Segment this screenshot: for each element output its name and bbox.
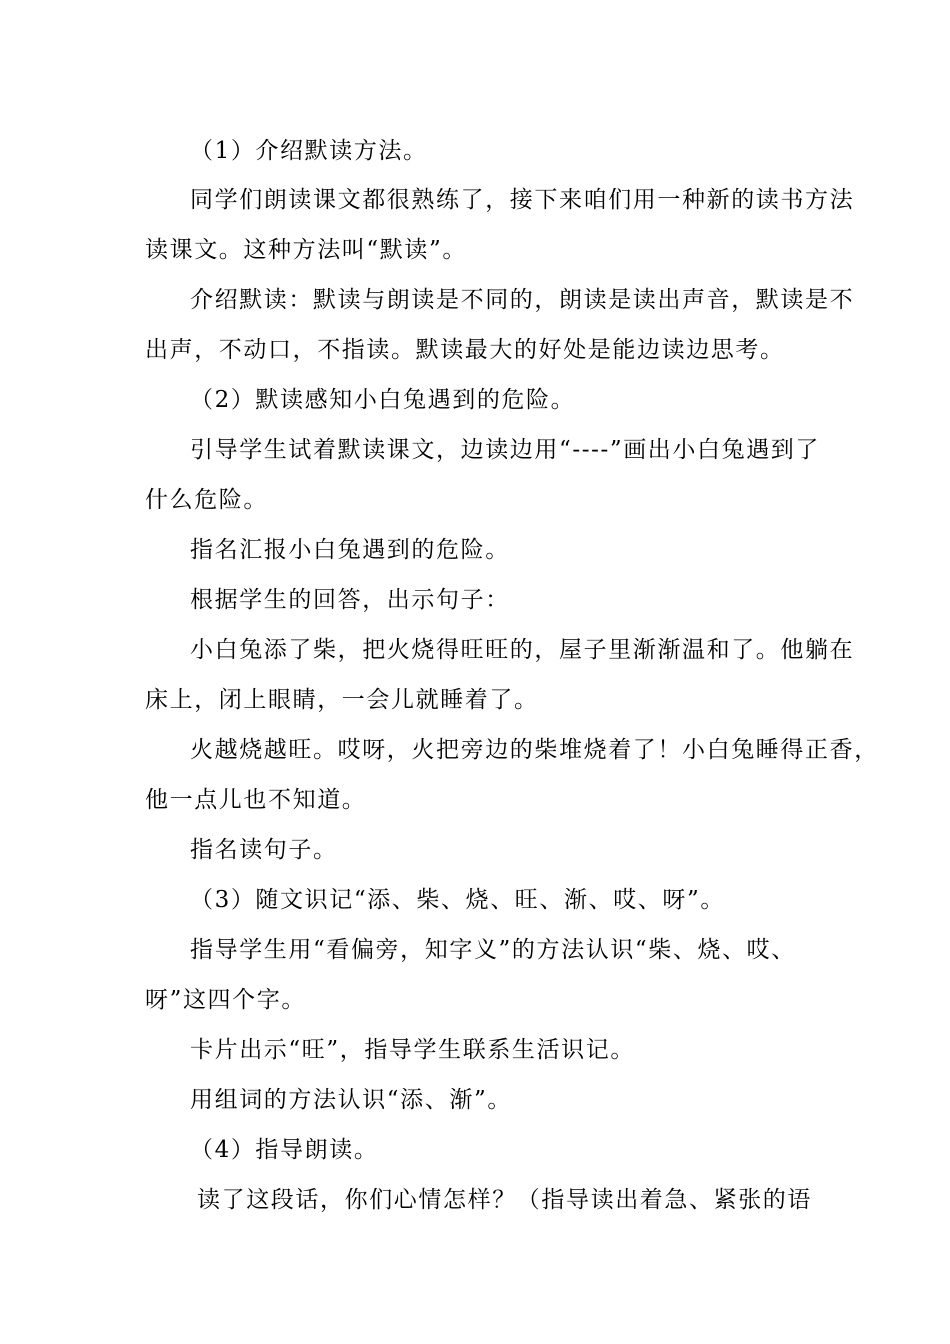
text-line-13: 火越烧越旺。哎呀，火把旁边的柴堆烧着了！小白兔睡得正香，	[190, 737, 879, 763]
text-line-19: 卡片出示“旺”，指导学生联系生活识记。	[190, 1037, 635, 1063]
text-line-5: 出声，不动口，不指读。默读最大的好处是能边读边思考。	[145, 337, 785, 363]
text-line-16: （3）随文识记“添、柴、烧、旺、渐、哎、呀”。	[190, 887, 725, 913]
text-line-12: 床上，闭上眼睛，一会儿就睡着了。	[145, 687, 539, 713]
text-line-18: 呀”这四个字。	[145, 987, 306, 1013]
text-line-10: 根据学生的回答，出示句子：	[190, 587, 510, 613]
text-line-22: 读了这段话，你们心情怎样？（指导读出着急、紧张的语	[197, 1187, 812, 1213]
text-line-17: 指导学生用“看偏旁，知字义”的方法认识“柴、烧、哎、	[190, 937, 796, 963]
text-line-3: 读课文。这种方法叫“默读”。	[145, 237, 467, 263]
text-line-20: 用组词的方法认识“添、渐”。	[190, 1087, 512, 1113]
text-line-6: （2）默读感知小白兔遇到的危险。	[190, 387, 576, 413]
text-line-8: 什么危险。	[145, 487, 268, 513]
text-line-15: 指名读句子。	[190, 837, 338, 863]
text-line-11: 小白兔添了柴，把火烧得旺旺的，屋子里渐渐温和了。他躺在	[190, 637, 855, 663]
text-line-21: （4）指导朗读。	[190, 1137, 379, 1163]
text-line-1: （1）介绍默读方法。	[190, 138, 428, 164]
text-line-9: 指名汇报小白兔遇到的危险。	[190, 537, 510, 563]
text-line-4: 介绍默读：默读与朗读是不同的，朗读是读出声音，默读是不	[190, 287, 855, 313]
text-line-14: 他一点儿也不知道。	[145, 787, 367, 813]
text-line-7: 引导学生试着默读课文，边读边用“----”画出小白兔遇到了	[190, 437, 821, 463]
text-line-2: 同学们朗读课文都很熟练了，接下来咱们用一种新的读书方法	[190, 187, 855, 213]
